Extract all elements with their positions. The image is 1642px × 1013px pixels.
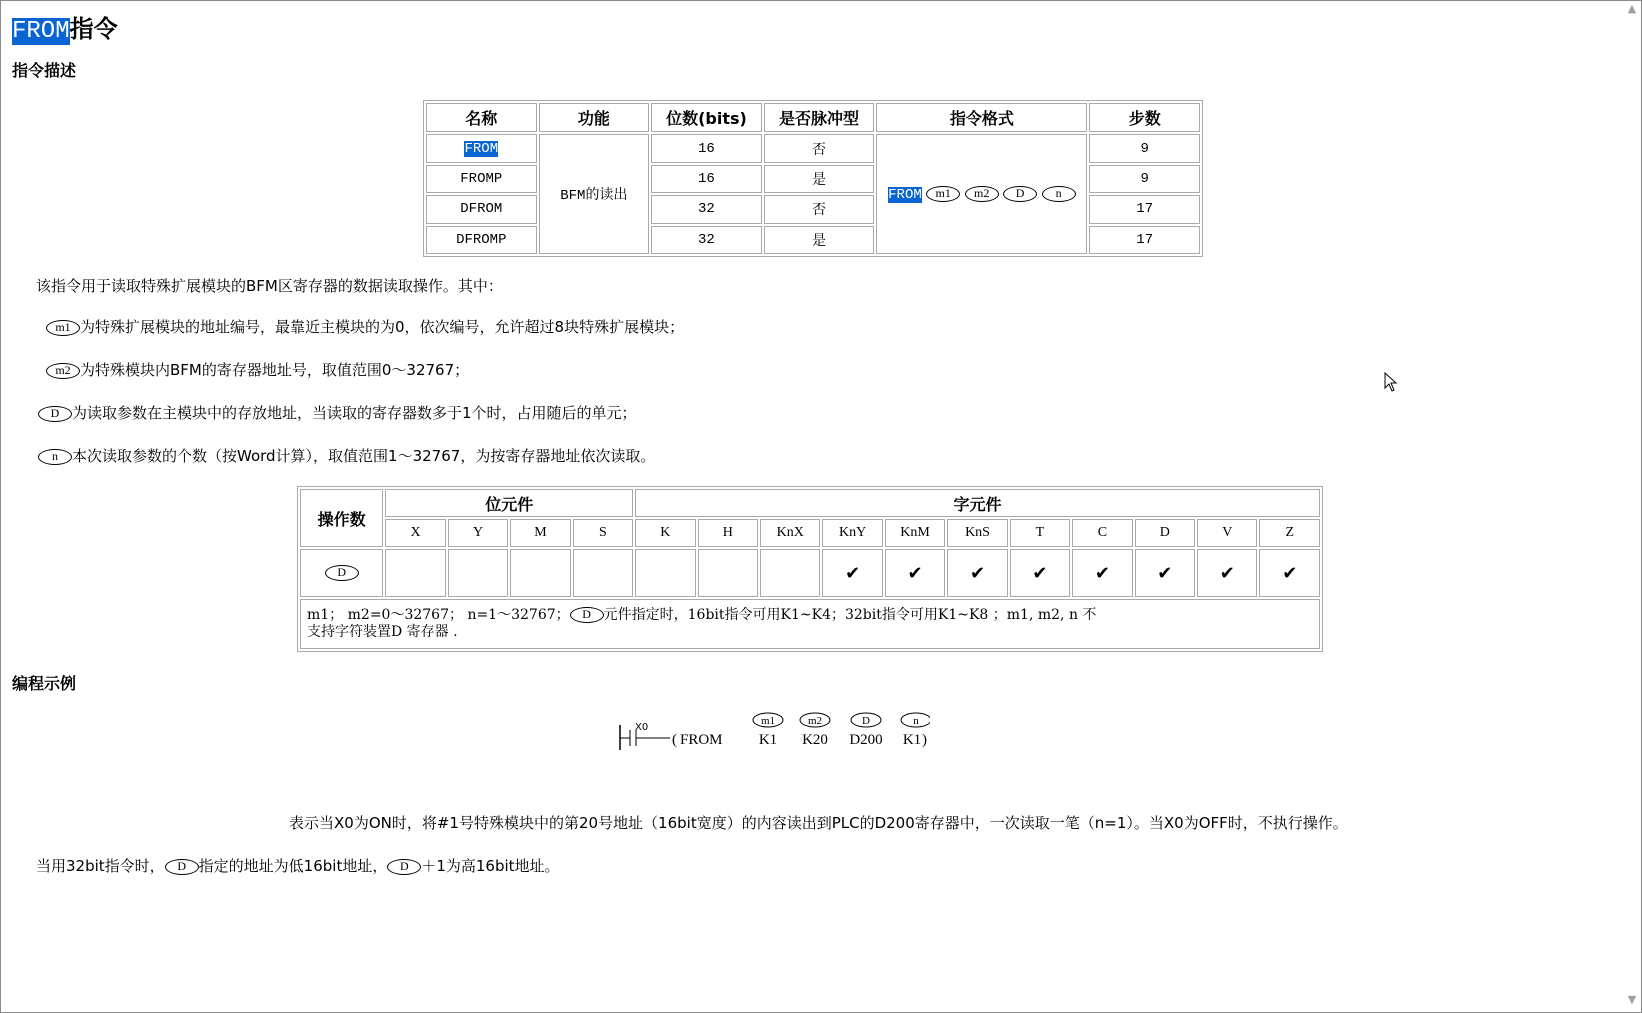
ladder-value-m1: K1	[758, 732, 778, 748]
operand-col-header: D	[1135, 519, 1195, 547]
operand-check-cell	[448, 549, 508, 597]
contact-label: X0	[635, 722, 649, 733]
cell-steps: 17	[1089, 195, 1200, 223]
section-example-heading: 编程示例	[12, 674, 77, 693]
operand-check-cell	[573, 549, 633, 597]
operand-col-header: H	[698, 519, 758, 547]
ladder-value-n: K1	[902, 732, 922, 748]
cell-steps: 9	[1089, 134, 1200, 162]
cell-bits: 16	[651, 134, 762, 162]
header-pulse: 是否脉冲型	[764, 103, 875, 132]
operand-check-cell: ✔	[1259, 549, 1320, 597]
cell-bits: 16	[651, 165, 762, 193]
format-keyword: FROM	[888, 186, 922, 203]
m2-oval: m2	[46, 363, 80, 379]
ladder-diagram	[590, 690, 930, 750]
m1-oval: m1	[46, 320, 80, 336]
page-title	[12, 14, 118, 47]
header-format: 指令格式	[876, 103, 1087, 132]
operand-col-header: T	[1010, 519, 1070, 547]
operand-labels	[753, 713, 930, 727]
instruction-close-bracket: )	[922, 732, 927, 748]
row-d-oval: D	[325, 565, 359, 581]
param-d-text: 为读取参数在主模块中的存放地址，当读取的寄存器数多于1个时，占用随后的单元；	[72, 404, 637, 422]
operand-header: 操作数	[300, 489, 383, 547]
intro-text: 该指令用于读取特殊扩展模块的BFM区寄存器的数据读取操作。其中：	[36, 277, 503, 295]
note-d-oval: D	[570, 607, 604, 623]
cell-pulse: 是	[764, 226, 875, 254]
title-rest: 指令	[69, 14, 118, 43]
operand-note-row	[300, 599, 1320, 649]
cell-name: DFROMP	[426, 226, 537, 254]
table-row	[426, 134, 1200, 162]
cell-steps: 9	[1089, 165, 1200, 193]
param-d	[38, 402, 637, 423]
cell-function: BFM的读出	[539, 134, 650, 254]
operand-col-header: Z	[1259, 519, 1320, 547]
operand-check-cell	[385, 549, 445, 597]
cell-pulse: 否	[764, 195, 875, 223]
cell-name: FROMP	[426, 165, 537, 193]
mouse-cursor-icon	[1384, 372, 1398, 396]
ladder-m1-label: m1	[760, 715, 776, 727]
header-name: 名称	[426, 103, 537, 132]
operand-m1-oval: m1	[926, 186, 960, 202]
operand-col-header: KnM	[885, 519, 945, 547]
operand-col-header: V	[1197, 519, 1257, 547]
operand-check-cell	[510, 549, 570, 597]
operand-check-cell	[635, 549, 695, 597]
vertical-scrollbar[interactable]	[1624, 2, 1640, 1007]
note-32bit: 当用32bit指令时， D 指定的地址为低16bit地址， D ＋1为高16bit地址。	[36, 857, 560, 875]
header-steps: 步数	[1089, 103, 1200, 132]
param-m1	[46, 316, 684, 337]
operand-col-header: KnX	[760, 519, 820, 547]
param-n-text: 本次读取参数的个数（按Word计算），取值范围1～32767，为按寄存器地址依次读取。	[72, 447, 656, 465]
operand-check-cell: ✔	[1072, 549, 1132, 597]
cell-name: DFROM	[426, 195, 537, 223]
param-m2-text: 为特殊模块内BFM的寄存器地址号，取值范围0～32767；	[80, 361, 470, 379]
param-m1-text: 为特殊扩展模块的地址编号，最靠近主模块的为0，依次编号，允许超过8块特殊扩展模块；	[80, 318, 685, 336]
ladder-d-label: D	[862, 715, 870, 727]
cell-format	[876, 134, 1087, 254]
operand-note: m1； m2=0～32767； n=1～32767； D 元件指定时，16bit指令可用K1~K4；32bit指令可用K1~K8 ；m1, m2, n 不 支持字符装置D 寄存器 .	[300, 599, 1320, 649]
header-function: 功能	[539, 103, 650, 132]
operand-m2-oval: m2	[965, 186, 999, 202]
operand-column-header-row	[300, 519, 1320, 547]
operand-check-cell: ✔	[947, 549, 1007, 597]
n-oval: n	[38, 449, 72, 465]
cell-steps: 17	[1089, 226, 1200, 254]
operand-col-header: X	[385, 519, 445, 547]
ladder-svg	[590, 690, 930, 750]
operand-col-header: K	[635, 519, 695, 547]
instruction-open-bracket: (	[672, 732, 677, 748]
operand-check-cell: ✔	[1135, 549, 1195, 597]
operand-table	[297, 486, 1323, 652]
row-label-cell	[300, 549, 383, 597]
param-m2	[46, 359, 469, 380]
ladder-n-label: n	[913, 715, 919, 727]
operand-col-header: KnS	[947, 519, 1007, 547]
operand-group-header-row	[300, 489, 1320, 517]
operand-check-cell	[698, 549, 758, 597]
cell-pulse: 否	[764, 134, 875, 162]
cell-name: FROM	[426, 134, 537, 162]
note32-d-oval-2: D	[387, 859, 421, 875]
header-bits: 位数(bits)	[651, 103, 762, 132]
operand-check-cell	[760, 549, 820, 597]
operand-col-header: C	[1072, 519, 1132, 547]
section-description-heading: 指令描述	[12, 61, 77, 80]
scroll-up-icon[interactable]: ▲	[1627, 2, 1637, 15]
operand-check-row	[300, 549, 1320, 597]
word-device-header: 字元件	[635, 489, 1320, 517]
instruction-name: FROM	[680, 732, 723, 748]
operand-check-cell: ✔	[885, 549, 945, 597]
operand-col-header: M	[510, 519, 570, 547]
operand-col-header: Y	[448, 519, 508, 547]
cell-bits: 32	[651, 226, 762, 254]
title-highlight: FROM	[12, 18, 70, 45]
operand-check-cell: ✔	[1010, 549, 1070, 597]
bit-device-header: 位元件	[385, 489, 633, 517]
operand-col-header: KnY	[822, 519, 882, 547]
instruction-table	[423, 100, 1203, 257]
note32-d-oval-1: D	[165, 859, 199, 875]
cell-bits: 32	[651, 195, 762, 223]
operand-n-oval: n	[1042, 186, 1076, 202]
operand-d-oval: D	[1003, 186, 1037, 202]
operand-col-header: S	[573, 519, 633, 547]
scroll-down-icon[interactable]: ▼	[1627, 993, 1637, 1006]
example-explanation: 表示当X0为ON时，将#1号特殊模块中的第20号地址（16bit宽度）的内容读出到PLC的D200寄存器中，一次读取一笔（n=1）。当X0为OFF时，不执行操作。	[289, 814, 1348, 832]
ladder-value-m2: K20	[802, 732, 828, 748]
ladder-m2-label: m2	[807, 715, 823, 727]
param-n	[38, 445, 655, 466]
ladder-value-d: D200	[849, 732, 883, 748]
operand-check-cell: ✔	[1197, 549, 1257, 597]
table-header-row	[426, 103, 1200, 132]
operand-check-cell: ✔	[822, 549, 882, 597]
d-oval: D	[38, 406, 72, 422]
cell-pulse: 是	[764, 165, 875, 193]
